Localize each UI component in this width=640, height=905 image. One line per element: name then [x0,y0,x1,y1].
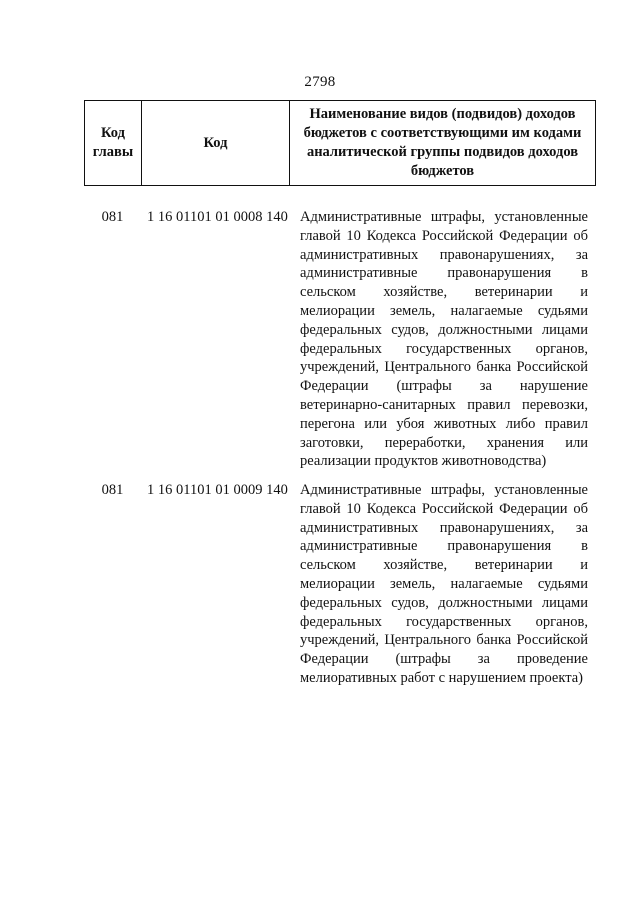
table-header [84,100,596,186]
page-number: 2798 [304,74,336,90]
header-name: Наименование видов (подвидов) доходов бюджетов с соответствующими им кодами аналитической группы подвидов доходов бюджетов [290,101,596,186]
header-code: Код [142,101,290,186]
header-chapter-code: Код главы [85,101,142,186]
row-description: Административные штрафы, установленные главой 10 Кодекса Российской Федерации об административных правонарушениях, за административные правонарушения в сельском хозяйстве, ветеринарии и мелиорации земель, налагаемые судьями федеральных судов, должностными лицами федеральных государственных органов, учреждений, Центрального банка Российской Федерации (штрафы за проведение мелиоративных работ с нарушением проекта) [300,482,588,686]
row-code: 1 16 01101 01 0009 140 [147,482,288,498]
row-chapter-code: 081 [101,209,124,225]
row-description: Административные штрафы, установленные главой 10 Кодекса Российской Федерации об административных правонарушениях, за административные правонарушения в сельском хозяйстве, ветеринарии и мелиорации земель, налагаемые судьями федеральных судов, должностными лицами федеральных государственных органов, учреждений, Центрального банка Российской Федерации (штрафы за нарушение ветеринарно-санитарных правил перевозки, перегона или убоя животных либо правил заготовки, переработки, хранения или реализации продуктов животноводства) [300,209,588,470]
row-code: 1 16 01101 01 0008 140 [147,209,288,225]
row-chapter-code: 081 [101,482,124,498]
